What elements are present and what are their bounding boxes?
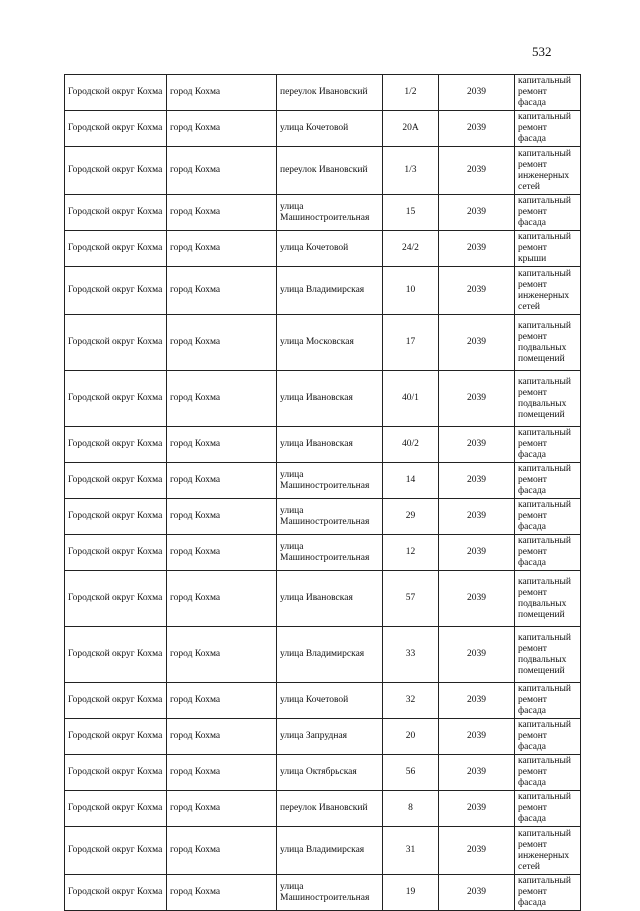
work-type-cell: капитальный ремонт инженерных сетей — [515, 147, 581, 195]
street-cell: улица Машиностроительная — [277, 195, 383, 231]
table-row — [65, 315, 581, 371]
district-cell: Городской округ Кохма — [65, 875, 167, 911]
work-type-cell: капитальный ремонт подвальных помещений — [515, 571, 581, 627]
city-cell: город Кохма — [167, 195, 277, 231]
year-cell: 2039 — [439, 147, 515, 195]
house-cell: 19 — [383, 875, 439, 911]
year-cell: 2039 — [439, 315, 515, 371]
street-cell: улица Машиностроительная — [277, 463, 383, 499]
table-row — [65, 231, 581, 267]
district-cell: Городской округ Кохма — [65, 463, 167, 499]
district-cell: Городской округ Кохма — [65, 267, 167, 315]
city-cell: город Кохма — [167, 427, 277, 463]
work-type-cell: капитальный ремонт фасада — [515, 499, 581, 535]
work-type-cell: капитальный ремонт инженерных сетей — [515, 827, 581, 875]
street-cell: улица Ивановская — [277, 427, 383, 463]
work-type-cell: капитальный ремонт фасада — [515, 75, 581, 111]
street-cell: улица Октябрьская — [277, 755, 383, 791]
house-cell: 15 — [383, 195, 439, 231]
city-cell: город Кохма — [167, 371, 277, 427]
table-row — [65, 683, 581, 719]
house-cell: 20А — [383, 111, 439, 147]
year-cell: 2039 — [439, 427, 515, 463]
work-type-cell: капитальный ремонт фасада — [515, 535, 581, 571]
district-cell: Городской округ Кохма — [65, 315, 167, 371]
table-row — [65, 627, 581, 683]
work-type-cell: капитальный ремонт фасада — [515, 463, 581, 499]
city-cell: город Кохма — [167, 755, 277, 791]
work-type-cell: капитальный ремонт фасада — [515, 111, 581, 147]
street-cell: улица Кочетовой — [277, 111, 383, 147]
street-cell: улица Машиностроительная — [277, 535, 383, 571]
city-cell: город Кохма — [167, 875, 277, 911]
street-cell: улица Кочетовой — [277, 231, 383, 267]
district-cell: Городской округ Кохма — [65, 827, 167, 875]
city-cell: город Кохма — [167, 147, 277, 195]
table-row — [65, 371, 581, 427]
street-cell: улица Владимирская — [277, 827, 383, 875]
work-type-cell: капитальный ремонт фасада — [515, 791, 581, 827]
house-cell: 31 — [383, 827, 439, 875]
district-cell: Городской округ Кохма — [65, 535, 167, 571]
table-row — [65, 827, 581, 875]
work-type-cell: капитальный ремонт фасада — [515, 755, 581, 791]
district-cell: Городской округ Кохма — [65, 111, 167, 147]
table-row — [65, 535, 581, 571]
year-cell: 2039 — [439, 195, 515, 231]
house-cell: 20 — [383, 719, 439, 755]
house-cell: 56 — [383, 755, 439, 791]
district-cell: Городской округ Кохма — [65, 683, 167, 719]
year-cell: 2039 — [439, 267, 515, 315]
work-type-cell: капитальный ремонт подвальных помещений — [515, 315, 581, 371]
district-cell: Городской округ Кохма — [65, 147, 167, 195]
city-cell: город Кохма — [167, 315, 277, 371]
year-cell: 2039 — [439, 827, 515, 875]
house-cell: 1/3 — [383, 147, 439, 195]
house-cell: 33 — [383, 627, 439, 683]
city-cell: город Кохма — [167, 231, 277, 267]
street-cell: улица Московская — [277, 315, 383, 371]
house-cell: 1/2 — [383, 75, 439, 111]
work-type-cell: капитальный ремонт фасада — [515, 719, 581, 755]
street-cell: улица Кочетовой — [277, 683, 383, 719]
city-cell: город Кохма — [167, 571, 277, 627]
district-cell: Городской округ Кохма — [65, 371, 167, 427]
district-cell: Городской округ Кохма — [65, 231, 167, 267]
city-cell: город Кохма — [167, 535, 277, 571]
street-cell: переулок Ивановский — [277, 147, 383, 195]
work-type-cell: капитальный ремонт фасада — [515, 683, 581, 719]
city-cell: город Кохма — [167, 791, 277, 827]
street-cell: улица Владимирская — [277, 267, 383, 315]
work-type-cell: капитальный ремонт инженерных сетей — [515, 267, 581, 315]
district-cell: Городской округ Кохма — [65, 791, 167, 827]
table-row — [65, 571, 581, 627]
table-row — [65, 499, 581, 535]
page-number: 532 — [532, 44, 552, 59]
city-cell: город Кохма — [167, 683, 277, 719]
house-cell: 10 — [383, 267, 439, 315]
street-cell: улица Владимирская — [277, 627, 383, 683]
table-row — [65, 147, 581, 195]
table-row — [65, 719, 581, 755]
year-cell: 2039 — [439, 719, 515, 755]
house-cell: 17 — [383, 315, 439, 371]
district-cell: Городской округ Кохма — [65, 755, 167, 791]
street-cell: улица Запрудная — [277, 719, 383, 755]
year-cell: 2039 — [439, 231, 515, 267]
city-cell: город Кохма — [167, 75, 277, 111]
house-cell: 8 — [383, 791, 439, 827]
city-cell: город Кохма — [167, 827, 277, 875]
district-cell: Городской округ Кохма — [65, 499, 167, 535]
table-row — [65, 427, 581, 463]
year-cell: 2039 — [439, 627, 515, 683]
house-cell: 57 — [383, 571, 439, 627]
house-cell: 32 — [383, 683, 439, 719]
year-cell: 2039 — [439, 875, 515, 911]
work-type-cell: капитальный ремонт подвальных помещений — [515, 627, 581, 683]
district-cell: Городской округ Кохма — [65, 719, 167, 755]
city-cell: город Кохма — [167, 499, 277, 535]
work-type-cell: капитальный ремонт фасада — [515, 875, 581, 911]
year-cell: 2039 — [439, 499, 515, 535]
district-cell: Городской округ Кохма — [65, 571, 167, 627]
year-cell: 2039 — [439, 791, 515, 827]
table-row — [65, 755, 581, 791]
work-type-cell: капитальный ремонт подвальных помещений — [515, 371, 581, 427]
year-cell: 2039 — [439, 571, 515, 627]
table-row — [65, 195, 581, 231]
district-cell: Городской округ Кохма — [65, 427, 167, 463]
district-cell: Городской округ Кохма — [65, 195, 167, 231]
house-cell: 14 — [383, 463, 439, 499]
city-cell: город Кохма — [167, 267, 277, 315]
street-cell: переулок Ивановский — [277, 791, 383, 827]
year-cell: 2039 — [439, 111, 515, 147]
year-cell: 2039 — [439, 683, 515, 719]
work-type-cell: капитальный ремонт крыши — [515, 231, 581, 267]
street-cell: улица Ивановская — [277, 571, 383, 627]
district-cell: Городской округ Кохма — [65, 627, 167, 683]
year-cell: 2039 — [439, 75, 515, 111]
table-row — [65, 875, 581, 911]
house-cell: 40/2 — [383, 427, 439, 463]
year-cell: 2039 — [439, 755, 515, 791]
table-row — [65, 463, 581, 499]
work-type-cell: капитальный ремонт фасада — [515, 195, 581, 231]
table-row — [65, 111, 581, 147]
table-row — [65, 791, 581, 827]
street-cell: улица Ивановская — [277, 371, 383, 427]
street-cell: улица Машиностроительная — [277, 499, 383, 535]
city-cell: город Кохма — [167, 463, 277, 499]
year-cell: 2039 — [439, 371, 515, 427]
table-row — [65, 75, 581, 111]
street-cell: переулок Ивановский — [277, 75, 383, 111]
table-row — [65, 267, 581, 315]
street-cell: улица Машиностроительная — [277, 875, 383, 911]
year-cell: 2039 — [439, 463, 515, 499]
work-type-cell: капитальный ремонт фасада — [515, 427, 581, 463]
house-cell: 24/2 — [383, 231, 439, 267]
city-cell: город Кохма — [167, 627, 277, 683]
district-cell: Городской округ Кохма — [65, 75, 167, 111]
city-cell: город Кохма — [167, 719, 277, 755]
house-cell: 29 — [383, 499, 439, 535]
repair-schedule-table — [64, 74, 581, 911]
house-cell: 40/1 — [383, 371, 439, 427]
city-cell: город Кохма — [167, 111, 277, 147]
year-cell: 2039 — [439, 535, 515, 571]
house-cell: 12 — [383, 535, 439, 571]
